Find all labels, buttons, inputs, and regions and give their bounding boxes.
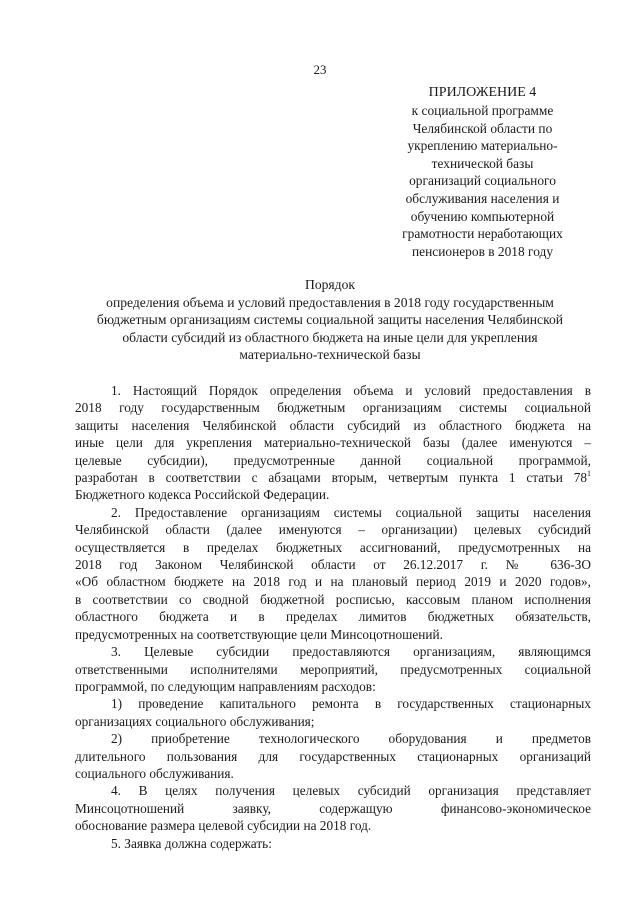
paragraph-line: предусмотренных на соответствующие цели Минсоцотношений. (75, 626, 443, 642)
paragraph-4 (75, 695, 591, 730)
appendix-line: организаций социального (409, 173, 556, 189)
paragraph-line: Минсоцотношений заявку, содержащую финансово-экономическое (75, 800, 591, 816)
paragraph-line: 1) проведение капитального ремонта в государственных стационарных (111, 696, 591, 712)
paragraph-line: 1. Настоящий Порядок определения объема и условий предоставления в (111, 383, 591, 398)
paragraph-line: 4. В целях получения целевых субсидий организация представляет (111, 783, 591, 799)
paragraph-line: Челябинской области (далее именуются – организации) целевых субсидий (75, 522, 591, 538)
appendix-line: Челябинской области по (412, 120, 553, 136)
paragraph-3 (75, 643, 591, 695)
paragraph-line: программой, по следующим направлениям расходов: (75, 678, 376, 694)
paragraph-line: 2) приобретение технологического оборудования и предметов (111, 731, 591, 747)
paragraph-line: обоснование размера целевой субсидии на 2018 год. (75, 818, 372, 834)
appendix-block (385, 84, 580, 260)
paragraph-line: Бюджетного кодекса Российской Федерации. (75, 487, 330, 503)
paragraph-2 (75, 504, 591, 643)
paragraph-7 (75, 835, 591, 852)
heading-line: определения объема и условий предоставления в 2018 году государственным (106, 294, 554, 310)
appendix-title: ПРИЛОЖЕНИЕ 4 (428, 85, 537, 100)
appendix-line: грамотности неработающих (402, 226, 563, 242)
paragraph-line: «Об областном бюджете на 2018 год и на плановый период 2019 и 2020 годов», (75, 574, 591, 590)
paragraph-line: иные цели для укрепления материально-технической базы (далее именуются – (75, 435, 591, 451)
paragraph-line: социального обслуживания. (75, 765, 234, 781)
heading-line: бюджетным организациям системы социальной защиты населения Челябинской (96, 312, 564, 328)
paragraph-1 (75, 382, 591, 504)
paragraph-5 (75, 730, 591, 782)
appendix-line: укреплению материально- (407, 138, 558, 154)
heading-line: материально-технической базы (239, 347, 421, 363)
document-body (75, 382, 591, 852)
paragraph-line: организациях социального обслуживания; (75, 713, 315, 729)
paragraph-line: 3. Целевые субсидии предоставляются организациям, являющимся (111, 644, 591, 660)
appendix-line: пенсионеров в 2018 году (411, 243, 554, 259)
paragraph-line: разработан в соответствии с абзацами вторым, четвертым пункта 1 статьи 78$^1$ (75, 469, 591, 486)
document-heading (60, 276, 600, 364)
appendix-line: технической базы (431, 155, 534, 171)
footnote-superscript: 1 (587, 469, 591, 479)
paragraph-line: областного бюджета и в пределах лимитов бюджетных обязательств, (75, 609, 591, 625)
paragraph-line: целевые субсидии), предусмотренные данной социальной программой, (75, 452, 591, 468)
paragraph-line: в соответствии со сводной бюджетной росписью, кассовым планом исполнения (75, 591, 591, 607)
paragraph-line: защиты населения Челябинской области субсидий из областного бюджета на (75, 417, 591, 433)
heading-line: области субсидий из областного бюджета на иные цели для укрепления (122, 329, 538, 345)
paragraph-6 (75, 782, 591, 834)
paragraph-line: 5. Заявка должна содержать: (111, 835, 272, 851)
paragraph-line: осуществляется в пределах бюджетных ассигнований, предусмотренных на (75, 539, 591, 555)
paragraph-line: 2018 год Законом Челябинской области от 26.12.2017 г. № 636-ЗО (75, 557, 591, 573)
heading-title: Порядок (305, 277, 355, 292)
appendix-line: обучению компьютерной (410, 208, 555, 224)
paragraph-line: ответственными исполнителями мероприятий, предусмотренных социальной (75, 661, 591, 677)
appendix-line: к социальной программе (411, 103, 554, 118)
page-number: 23 (313, 62, 327, 77)
paragraph-line: 2018 году государственным бюджетным организациям системы социальной (75, 400, 591, 416)
paragraph-line: длительного пользования для государственных стационарных организаций (75, 748, 591, 764)
appendix-line: обслуживания населения и (405, 190, 560, 206)
paragraph-line: 2. Предоставление организациям системы социальной защиты населения (111, 504, 591, 520)
